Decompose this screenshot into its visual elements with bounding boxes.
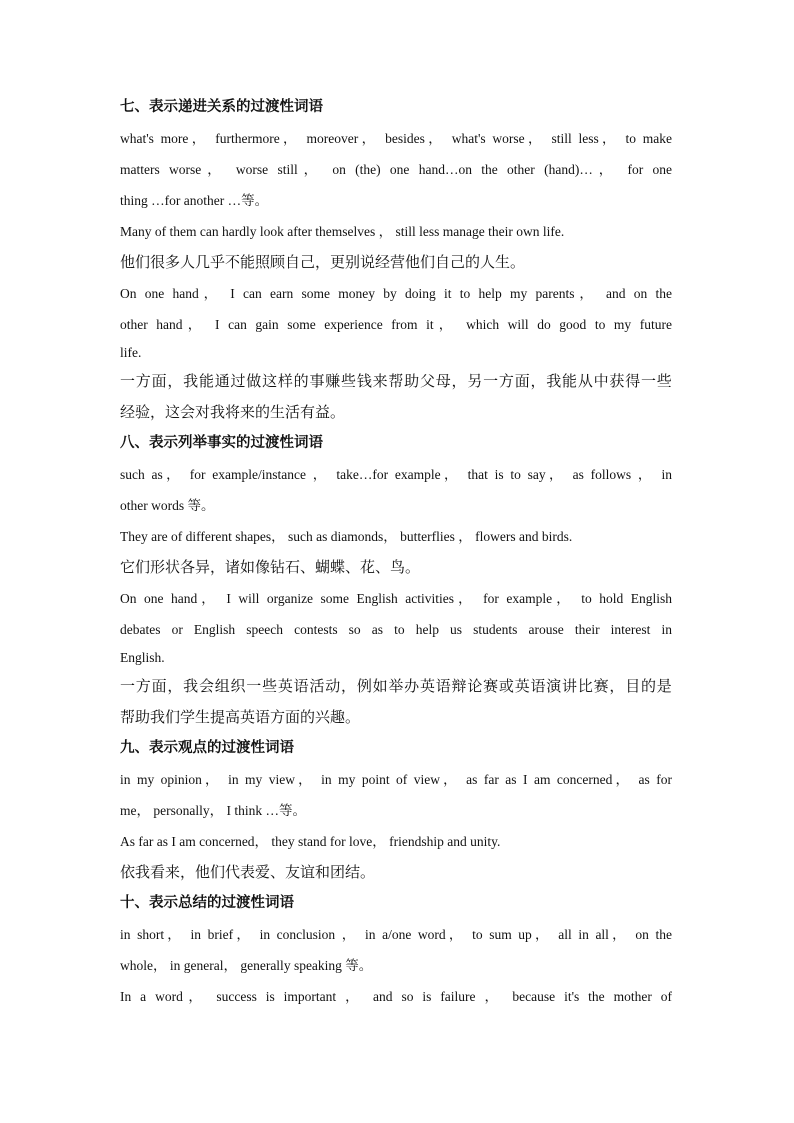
section-heading: 九、表示观点的过渡性词语 xyxy=(120,740,294,756)
terms-line: thing …for another …等。 xyxy=(120,193,269,208)
example-chinese: 依我看来，他们代表爱、友谊和团结。 xyxy=(120,863,376,881)
terms-line: in short， in brief， in conclusion ， in a/one word， to sum up， all in all， on the xyxy=(120,927,672,942)
example-english: They are of different shapes， such as diamonds， butterflies ， flowers and birds. xyxy=(120,529,573,544)
example-english: debates or English speech contests so as to help us students arouse their interest in xyxy=(120,622,672,637)
example-english: On one hand， I can earn some money by doing it to help my parents， and on the xyxy=(120,286,672,301)
example-chinese: 它们形状各异，诸如像钻石、蝴蝶、花、鸟。 xyxy=(120,558,421,576)
example-chinese: 经验，这会对我将来的生活有益。 xyxy=(120,403,346,421)
example-english: Many of them can hardly look after themselves ， still less manage their own life. xyxy=(120,224,565,239)
example-english: As far as I am concerned， they stand for love， friendship and unity. xyxy=(120,834,501,849)
terms-line: whole， in general， generally speaking 等。 xyxy=(120,958,373,973)
section-heading: 八、表示列举事实的过渡性词语 xyxy=(120,435,323,451)
example-english: In a word， success is important ， and so is failure ， because it's the mother of xyxy=(120,989,672,1004)
document-page xyxy=(120,92,672,1012)
example-chinese: 一方面，我会组织一些英语活动，例如举办英语辩论赛或英语演讲比赛，目的是 xyxy=(120,677,672,695)
terms-line: what's more， furthermore， moreover， besides， what's worse， still less， to make xyxy=(120,131,672,146)
example-english: life. xyxy=(120,345,142,360)
terms-line: matters worse， worse still， on (the) one hand…on the other (hand)…， for one xyxy=(120,162,672,177)
terms-line: such as， for example/instance ， take…for example， that is to say， as follows ， in xyxy=(120,467,672,482)
section-heading: 七、表示递进关系的过渡性词语 xyxy=(120,99,323,115)
terms-line: in my opinion， in my view， in my point of view， as far as I am concerned， as for xyxy=(120,772,672,787)
example-chinese: 一方面，我能通过做这样的事赚些钱来帮助父母，另一方面，我能从中获得一些 xyxy=(120,372,672,390)
terms-line: other words 等。 xyxy=(120,498,215,513)
terms-line: me， personally， I think …等。 xyxy=(120,803,306,818)
example-chinese: 帮助我们学生提高英语方面的兴趣。 xyxy=(120,708,361,726)
example-english: English. xyxy=(120,650,165,665)
example-english: On one hand， I will organize some English activities， for example， to hold English xyxy=(120,591,672,606)
example-chinese: 他们很多人几乎不能照顾自己，更别说经营他们自己的人生。 xyxy=(120,253,526,271)
section-heading: 十、表示总结的过渡性词语 xyxy=(120,895,294,911)
example-english: other hand， I can gain some experience from it， which will do good to my future xyxy=(120,317,672,332)
